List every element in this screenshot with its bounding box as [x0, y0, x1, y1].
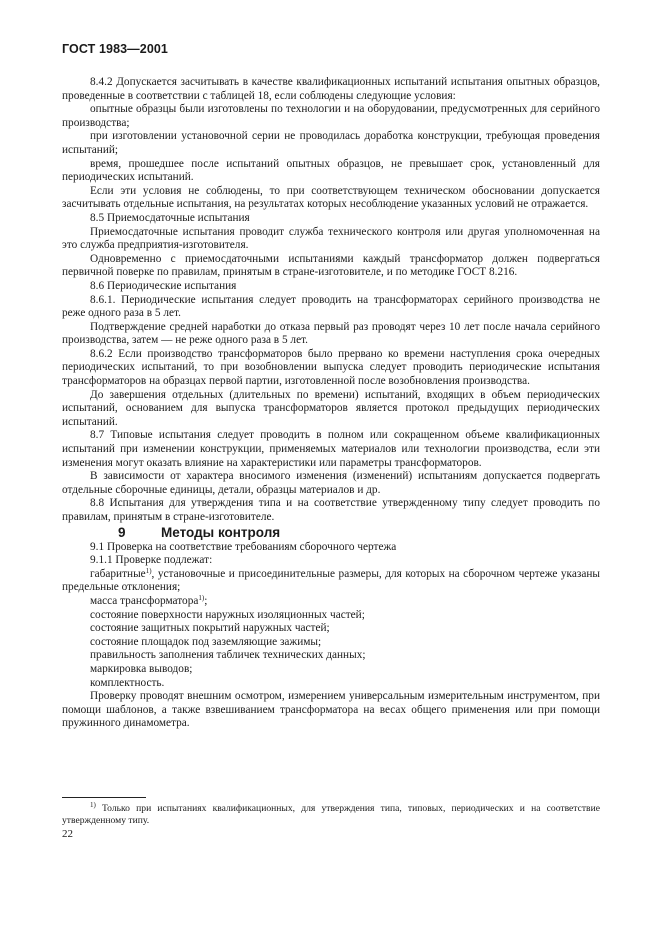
paragraph: время, прошедшее после испытаний опытных образцов, не превышает срок, установленный для периодических испытаний. — [62, 157, 600, 184]
paragraph: 9.1.1 Проверке подлежат: — [90, 554, 213, 567]
body-text — [62, 76, 600, 731]
paragraph: Одновременно с приемосдаточными испытаниями каждый трансформатор должен подвергаться первичной поверке по правилам, принятым в стране-изготовителе, и по методике ГОСТ 8.216. — [62, 252, 600, 279]
section-heading — [62, 525, 600, 541]
subsection-heading: 8.6 Периодические испытания — [90, 279, 237, 292]
section-title: Методы контроля — [161, 524, 281, 540]
paragraph: 8.6.1. Периодические испытания следует проводить на трансформаторах серийного производства не реже одного раза в 5 лет. — [62, 293, 600, 320]
footnote — [62, 803, 600, 827]
list-item — [62, 595, 600, 609]
paragraph: Подтверждение средней наработки до отказа первый раз проводят через 10 лет после начала серийного производства, затем — не реже одного раза в 5 лет. — [62, 320, 600, 347]
paragraph: 8.8 Испытания для утверждения типа и на соответствие утвержденному типу следует проводить по правилам, принятым в стране-изготовителе. — [62, 497, 600, 523]
paragraph: 8.6.2 Если производство трансформаторов было прервано ко времени наступления срока очередных периодических испытаний, то при возобновлении выпуска следует проводить периодические испытания трансформаторов на образцах первой партии, изготовленной после возобновления производства. — [62, 347, 600, 388]
paragraph: Приемосдаточные испытания проводит служба технического контроля или другая уполномоченная на это служба предприятия-изготовителя. — [62, 225, 600, 252]
list-item: маркировка выводов; — [90, 662, 193, 675]
paragraph: при изготовлении установочной серии не проводилась доработка конструкции, требующая проведения испытаний; — [62, 130, 600, 156]
list-item-text: , установочные и присоединительные размеры, для которых на сборочном чертеже указаны предельные отклонения; — [62, 567, 600, 594]
footnote-text: Только при испытаниях квалификационных, для утверждения типа, типовых, периодических и на соответствие утвержденному типу. — [62, 803, 600, 826]
paragraph: опытные образцы были изготовлены по технологии и на оборудовании, предусмотренных для серийного производства; — [62, 103, 600, 129]
footnote-mark: 1) — [90, 801, 96, 809]
paragraph: 8.4.2 Допускается засчитывать в качестве квалификационных испытаний испытания опытных образцов, проведенные в соответствии с таблицей 18, если соблюдены следующие условия: — [62, 76, 600, 102]
paragraph: В зависимости от характера вносимого изменения (изменений) испытаниям допускается подвергать отдельные сборочные единицы, детали, образцы материалов и др. — [62, 470, 600, 496]
paragraph: Если эти условия не соблюдены, то при соответствующем техническом обосновании допускается засчитывать отдельные испытания, на результатах которых несоблюдение указанных условий не отражается. — [62, 184, 600, 211]
page-number: 22 — [62, 828, 73, 840]
running-header: ГОСТ 1983—2001 — [62, 42, 168, 56]
paragraph: Проверку проводят внешним осмотром, измерением универсальным измерительным инструментом, при помощи шаблонов, а также взвешиванием трансформатора на весах общего применения или при помощи пружинного динамометра. — [62, 690, 600, 730]
list-item: состояние защитных покрытий наружных частей; — [90, 622, 330, 635]
subsection-heading: 9.1 Проверка на соответствие требованиям сборочного чертежа — [90, 540, 397, 553]
list-item-text: ; — [204, 594, 208, 607]
footnote-ref: 1) — [198, 593, 205, 602]
footnote-divider — [62, 797, 146, 798]
section-number: 9 — [118, 524, 126, 540]
list-item: комплектность. — [90, 676, 165, 689]
list-item: состояние поверхности наружных изоляционных частей; — [90, 608, 365, 621]
list-item: правильность заполнения табличек технических данных; — [90, 649, 366, 662]
list-item: состояние площадок под заземляющие зажимы; — [90, 635, 322, 648]
paragraph: До завершения отдельных (длительных по времени) испытаний, входящих в объем периодических испытаний, основанием для выпуска трансформаторов является протокол предыдущих периодических испытаний. — [62, 388, 600, 428]
subsection-heading: 8.5 Приемосдаточные испытания — [90, 211, 250, 224]
footnote-ref: 1) — [145, 566, 152, 575]
list-item-text: масса трансформатора — [90, 594, 199, 607]
list-item-text: габаритные — [90, 567, 146, 580]
list-item — [62, 568, 600, 595]
paragraph: 8.7 Типовые испытания следует проводить в полном или сокращенном объеме квалификационных испытаний при изменении конструкции, применяемых материалов или технологии производства, если эти изменения могут оказать влияние на характеристики или параметры трансформаторов. — [62, 429, 600, 469]
